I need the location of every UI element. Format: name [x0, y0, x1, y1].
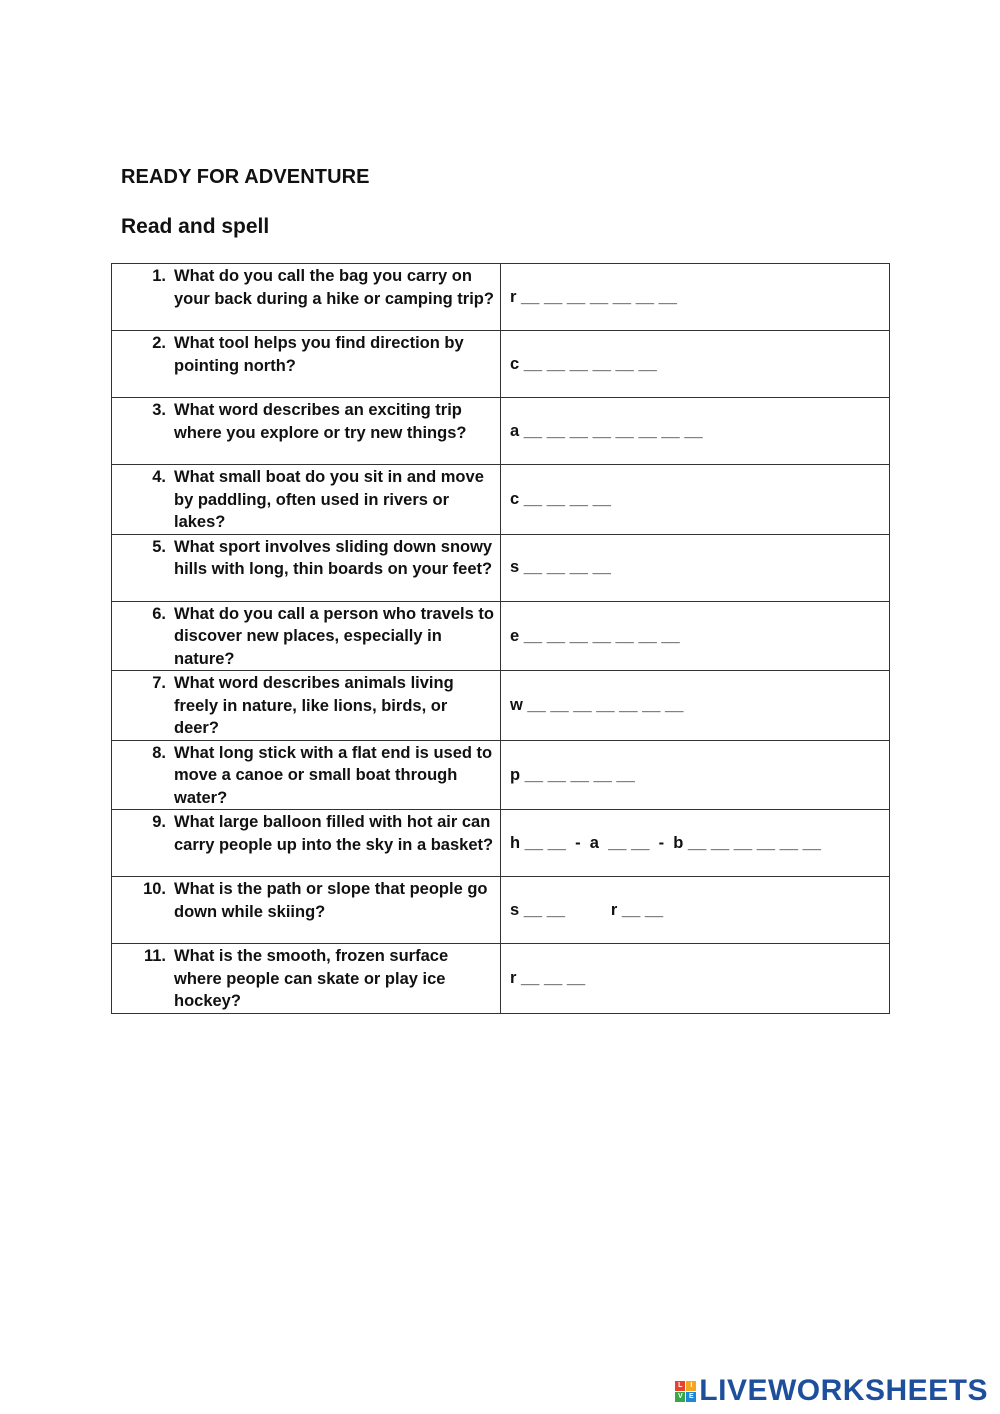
- question-number: 5.: [152, 537, 166, 556]
- question-row: [112, 877, 890, 944]
- answer-blank[interactable]: h __ __ - a __ __ - b __ __ __ __ __ __: [501, 810, 890, 877]
- question-number: 8.: [152, 743, 166, 762]
- question-wrap: [112, 398, 500, 444]
- question-wrap: [112, 602, 500, 671]
- answer-blank[interactable]: s __ __ __ __: [501, 534, 890, 601]
- question-row: [112, 671, 890, 741]
- question-text: What word describes animals living freely in nature, like lions, birds, or deer?: [174, 674, 454, 737]
- question-number: 11.: [143, 947, 166, 965]
- question-row: [112, 601, 890, 671]
- logo-mark-tile: V: [675, 1392, 685, 1402]
- answer-blank[interactable]: e __ __ __ __ __ __ __: [501, 601, 890, 671]
- question-cell: [112, 534, 501, 601]
- question-cell: [112, 810, 501, 877]
- questions-table: [111, 263, 890, 1014]
- question-number: 7.: [152, 674, 166, 692]
- question-cell: [112, 264, 501, 331]
- logo-mark-icon: [675, 1381, 696, 1402]
- questions-table-body: [112, 264, 890, 1014]
- question-text: What long stick with a flat end is used to move a canoe or small boat through water?: [174, 743, 493, 807]
- question-cell: [112, 465, 501, 535]
- question-text: What word describes an exciting trip where you explore or try new things?: [174, 401, 467, 442]
- question-number: 10.: [143, 880, 166, 898]
- logo-text: LIVEWORKSHEETS: [699, 1374, 988, 1407]
- answer-blank[interactable]: w __ __ __ __ __ __ __: [501, 671, 890, 741]
- logo-mark-tile: L: [675, 1381, 685, 1391]
- answer-blank[interactable]: p __ __ __ __ __: [501, 740, 890, 810]
- question-row: [112, 465, 890, 535]
- question-number: 2.: [152, 334, 166, 352]
- question-row: [112, 331, 890, 398]
- question-text: What sport involves sliding down snowy hills with long, thin boards on your feet?: [174, 537, 493, 578]
- question-text: What small boat do you sit in and move by paddling, often used in rivers or lakes?: [174, 468, 484, 531]
- question-row: [112, 740, 890, 810]
- answer-blank[interactable]: a __ __ __ __ __ __ __ __: [501, 398, 890, 465]
- question-wrap: [112, 877, 500, 923]
- question-cell: [112, 601, 501, 671]
- question-wrap: [112, 671, 500, 740]
- answer-blank[interactable]: r __ __ __ __ __ __ __: [501, 264, 890, 331]
- question-row: [112, 810, 890, 877]
- question-wrap: [112, 741, 500, 810]
- question-row: [112, 264, 890, 331]
- liveworksheets-logo: [675, 1374, 988, 1408]
- question-wrap: [112, 535, 500, 581]
- worksheet-subtitle: Read and spell: [121, 215, 270, 238]
- question-row: [112, 398, 890, 465]
- question-row: [112, 534, 890, 601]
- logo-mark-tile: I: [686, 1381, 696, 1391]
- question-number: 3.: [152, 401, 166, 419]
- answer-blank[interactable]: s __ __ r __ __: [501, 877, 890, 944]
- question-wrap: [112, 810, 500, 856]
- question-cell: [112, 944, 501, 1014]
- question-row: [112, 944, 890, 1014]
- question-text: What do you call the bag you carry on your back during a hike or camping trip?: [174, 267, 494, 308]
- question-wrap: [112, 264, 500, 310]
- question-text: What is the smooth, frozen surface where people can skate or play ice hockey?: [174, 947, 449, 1010]
- question-text: What large balloon filled with hot air can carry people up into the sky in a basket?: [174, 813, 494, 854]
- question-number: 6.: [152, 604, 166, 623]
- question-cell: [112, 740, 501, 810]
- question-cell: [112, 398, 501, 465]
- question-wrap: [112, 465, 500, 534]
- question-number: 9.: [152, 813, 166, 831]
- question-number: 4.: [152, 468, 166, 486]
- question-cell: [112, 671, 501, 741]
- answer-blank[interactable]: c __ __ __ __: [501, 465, 890, 535]
- question-cell: [112, 331, 501, 398]
- question-cell: [112, 877, 501, 944]
- answer-blank[interactable]: c __ __ __ __ __ __: [501, 331, 890, 398]
- question-text: What is the path or slope that people go down while skiing?: [174, 880, 488, 921]
- question-text: What tool helps you find direction by pointing north?: [174, 334, 464, 375]
- question-number: 1.: [152, 267, 166, 285]
- answer-blank[interactable]: r __ __ __: [501, 944, 890, 1014]
- logo-mark-tile: E: [686, 1392, 696, 1402]
- question-wrap: [112, 331, 500, 377]
- question-wrap: [112, 944, 500, 1013]
- worksheet-title: READY FOR ADVENTURE: [121, 166, 370, 188]
- question-text: What do you call a person who travels to discover new places, especially in nature?: [174, 604, 494, 668]
